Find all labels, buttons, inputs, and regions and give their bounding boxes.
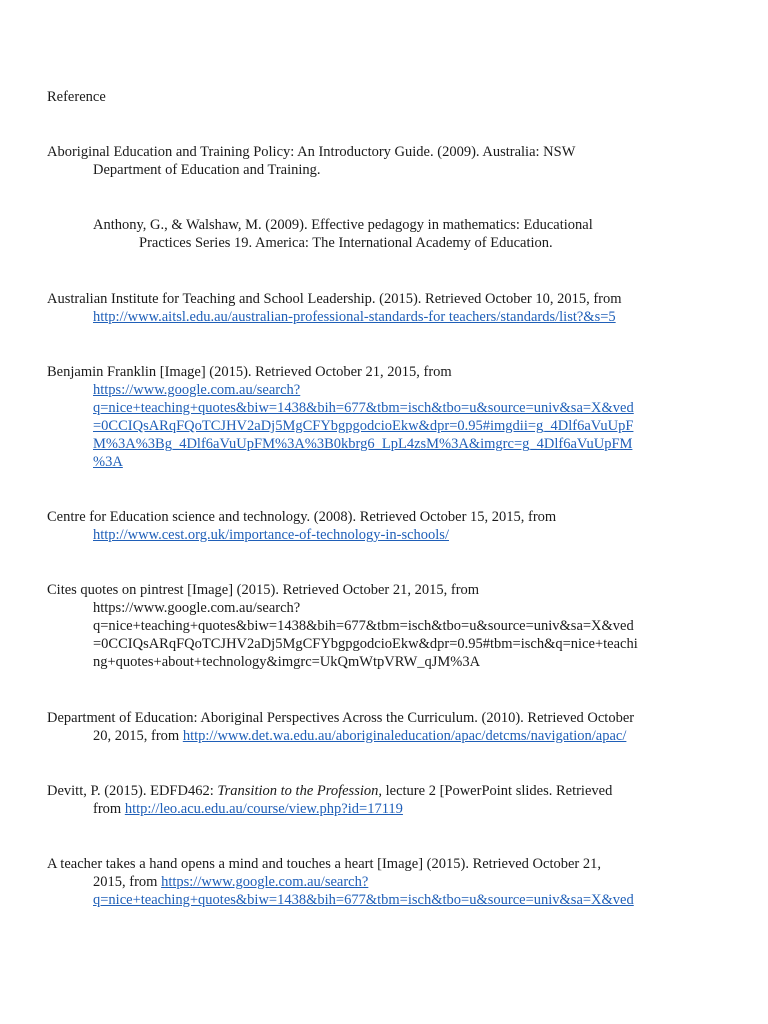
reference-entry	[47, 143, 675, 179]
reference-entry	[93, 216, 721, 252]
reference-link[interactable]: http://leo.acu.edu.au/course/view.php?id=17119	[124, 801, 403, 817]
reference-text: Anthony, G., & Walshaw, M. (2009). Effective pedagogy in mathematics: Educational	[93, 217, 593, 233]
reference-text: A teacher takes a hand opens a mind and touches a heart [Image] (2015). Retrieved October 21,	[47, 856, 602, 872]
reference-text: https://www.google.com.au/search?	[93, 600, 301, 616]
reference-link[interactable]: M%3A%3Bg_4Dlf6aVuUpFM%3A%3B0kbrg6_LpL4zsM%3A&imgrc=g_4Dlf6aVuUpFM	[93, 436, 633, 452]
reference-text: Cites quotes on pintrest [Image] (2015). Retrieved October 21, 2015, from	[47, 582, 480, 598]
reference-text: Devitt, P. (2015). EDFD462:	[47, 783, 218, 799]
reference-text: 2015, from	[93, 874, 162, 890]
reference-text: 20, 2015, from	[93, 728, 183, 744]
reference-entry	[47, 855, 675, 909]
reference-text: =0CCIQsARqFQoTCJHV2aDj5MgCFYbgpgodcioEkw&dpr=0.95#tbm=isch&q=nice+teachi	[93, 636, 638, 652]
reference-text: ng+quotes+about+technology&imgrc=UkQmWtpVRW_qJM%3A	[93, 654, 481, 670]
reference-text: lecture 2 [PowerPoint slides. Retrieved	[382, 783, 613, 799]
reference-entry	[47, 363, 675, 471]
reference-link[interactable]: q=nice+teaching+quotes&biw=1438&bih=677&tbm=isch&tbo=u&source=univ&sa=X&ved	[93, 892, 634, 908]
reference-link[interactable]: http://www.aitsl.edu.au/australian-professional-standards-for teachers/standards/list?&s=5	[93, 309, 616, 325]
reference-entry	[47, 508, 675, 544]
page-title: Reference	[47, 89, 106, 105]
reference-link[interactable]: %3A	[93, 454, 123, 470]
reference-entry	[47, 709, 675, 745]
reference-text: Department of Education and Training.	[93, 162, 321, 178]
reference-link[interactable]: =0CCIQsARqFQoTCJHV2aDj5MgCFYbgpgodcioEkw&dpr=0.95#imgdii=g_4Dlf6aVuUpF	[93, 418, 634, 434]
reference-text: Department of Education: Aboriginal Perspectives Across the Curriculum. (2010). Retrieved October	[47, 710, 635, 726]
reference-link[interactable]: http://www.det.wa.edu.au/aboriginaleducation/apac/detcms/navigation/apac/	[182, 728, 627, 744]
reference-link[interactable]: q=nice+teaching+quotes&biw=1438&bih=677&tbm=isch&tbo=u&source=univ&sa=X&ved	[93, 400, 634, 416]
reference-text: Australian Institute for Teaching and School Leadership. (2015). Retrieved October 10, 2015, from	[47, 291, 622, 307]
reference-text: Centre for Education science and technology. (2008). Retrieved October 15, 2015, from	[47, 509, 557, 525]
reference-link[interactable]: https://www.google.com.au/search?	[161, 874, 369, 890]
reference-title-italic: Transition to the Profession,	[217, 783, 382, 799]
reference-entry	[47, 782, 675, 818]
reference-text: Aboriginal Education and Training Policy: An Introductory Guide. (2009). Australia: NSW	[47, 144, 576, 160]
reference-entry	[47, 581, 675, 671]
reference-entry	[47, 290, 675, 326]
reference-text: Practices Series 19. America: The International Academy of Education.	[139, 235, 553, 251]
reference-text: q=nice+teaching+quotes&biw=1438&bih=677&tbm=isch&tbo=u&source=univ&sa=X&ved	[93, 618, 634, 634]
reference-link[interactable]: https://www.google.com.au/search?	[93, 382, 301, 398]
reference-text: Benjamin Franklin [Image] (2015). Retrieved October 21, 2015, from	[47, 364, 452, 380]
reference-link[interactable]: http://www.cest.org.uk/importance-of-technology-in-schools/	[93, 527, 449, 543]
reference-text: from	[93, 801, 125, 817]
